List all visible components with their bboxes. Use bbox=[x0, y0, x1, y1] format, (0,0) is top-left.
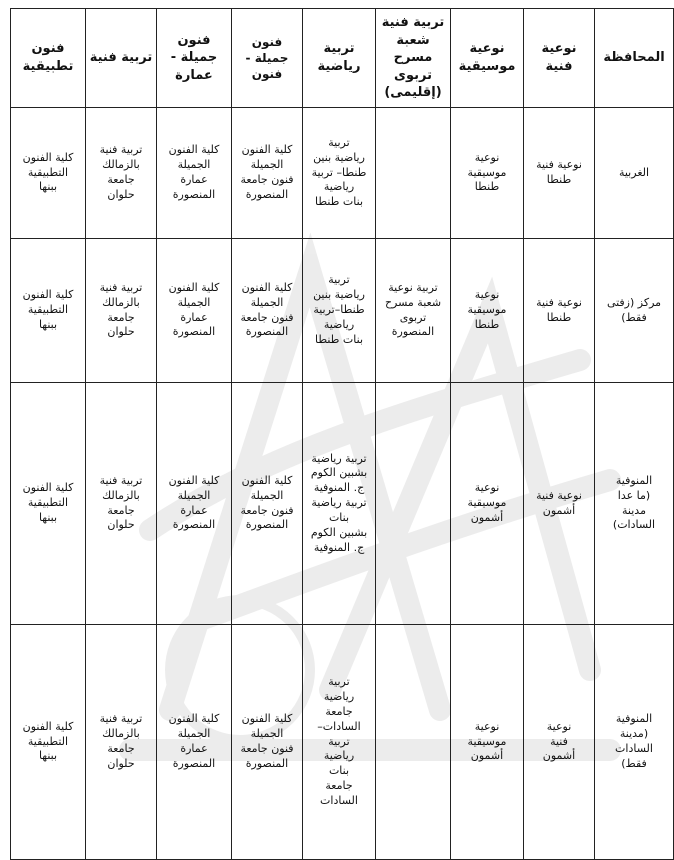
header-cell: تربية فنية bbox=[86, 9, 157, 108]
header-cell: فنون جميلة - عمارة bbox=[157, 9, 232, 108]
table-cell: تربية رياضية بنين طنطا–تربية رياضية بنات طنطا bbox=[303, 239, 376, 383]
table-cell: تربية رياضية بنين طنطا– تربية رياضية بنات طنطا bbox=[303, 108, 376, 239]
table-cell: نوعية فنية طنطا bbox=[524, 108, 595, 239]
table-cell: تربية نوعية شعبة مسرح تربوى المنصورة bbox=[376, 239, 451, 383]
table-cell: نوعية موسيقية طنطا bbox=[451, 108, 524, 239]
table-cell: نوعية فنية طنطا bbox=[524, 239, 595, 383]
table-cell: كلية الفنون الجميلة عمارة المنصورة bbox=[157, 108, 232, 239]
table-cell: تربية فنية بالزمالك جامعة حلوان bbox=[86, 625, 157, 860]
header-cell: فنون جميلة - فنون bbox=[232, 9, 303, 108]
table-cell: كلية الفنون التطبيقية ببنها bbox=[11, 108, 86, 239]
table-row bbox=[11, 383, 674, 625]
table-row bbox=[11, 239, 674, 383]
table-cell: نوعية موسيقية أشمون bbox=[451, 625, 524, 860]
table-cell: كلية الفنون التطبيقية ببنها bbox=[11, 383, 86, 625]
table-row bbox=[11, 108, 674, 239]
table-cell: تربية فنية بالزمالك جامعة حلوان bbox=[86, 108, 157, 239]
table-cell: الغربية bbox=[595, 108, 674, 239]
table-cell: نوعية موسيقية أشمون bbox=[451, 383, 524, 625]
table-cell: نوعية فنية أشمون bbox=[524, 625, 595, 860]
table-cell: كلية الفنون الجميلة عمارة المنصورة bbox=[157, 625, 232, 860]
table-cell bbox=[376, 383, 451, 625]
header-row bbox=[11, 9, 674, 108]
table-cell: كلية الفنون التطبيقية ببنها bbox=[11, 625, 86, 860]
table-cell: المنوفية (ما عدا مدينة السادات) bbox=[595, 383, 674, 625]
table-cell: كلية الفنون الجميلة فنون جامعة المنصورة bbox=[232, 625, 303, 860]
table-cell bbox=[376, 625, 451, 860]
header-cell: فنون تطبيقية bbox=[11, 9, 86, 108]
header-cell: نوعية فنية bbox=[524, 9, 595, 108]
table-cell: كلية الفنون الجميلة عمارة المنصورة bbox=[157, 239, 232, 383]
header-cell: تربية رياضية bbox=[303, 9, 376, 108]
header-cell: المحافظة bbox=[595, 9, 674, 108]
table-cell: تربية فنية بالزمالك جامعة حلوان bbox=[86, 239, 157, 383]
table-cell: كلية الفنون التطبيقية ببنها bbox=[11, 239, 86, 383]
header-cell: نوعية موسيقية bbox=[451, 9, 524, 108]
table-cell: كلية الفنون الجميلة عمارة المنصورة bbox=[157, 383, 232, 625]
table-cell: كلية الفنون الجميلة فنون جامعة المنصورة bbox=[232, 383, 303, 625]
table-cell: المنوفية (مدينة السادات فقط) bbox=[595, 625, 674, 860]
table-row bbox=[11, 625, 674, 860]
table-cell: كلية الفنون الجميلة فنون جامعة المنصورة bbox=[232, 239, 303, 383]
table-cell: تربية فنية بالزمالك جامعة حلوان bbox=[86, 383, 157, 625]
table-cell: تربية رياضية بشبين الكوم ج. المنوفية تربية رياضية بنات بشبين الكوم ج. المنوفية bbox=[303, 383, 376, 625]
table-cell: تربية رياضية جامعة السادات– تربية رياضية بنات جامعة السادات bbox=[303, 625, 376, 860]
table-cell: نوعية فنية أشمون bbox=[524, 383, 595, 625]
table-cell: كلية الفنون الجميلة فنون جامعة المنصورة bbox=[232, 108, 303, 239]
table-cell: مركز (زفتى فقط) bbox=[595, 239, 674, 383]
table-cell bbox=[376, 108, 451, 239]
admissions-table bbox=[10, 8, 674, 860]
table-cell: نوعية موسيقية طنطا bbox=[451, 239, 524, 383]
header-cell: تربية فنية شعبة مسرح تربوى (إقليمى) bbox=[376, 9, 451, 108]
